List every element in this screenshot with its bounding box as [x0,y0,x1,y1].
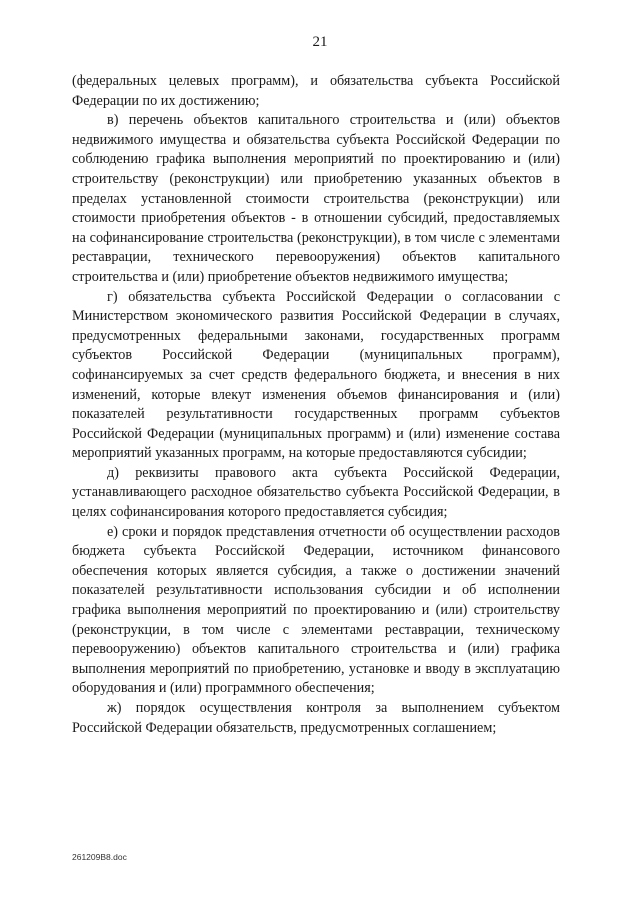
paragraph-item-v: в) перечень объектов капитального строительства и (или) объектов недвижимого имущества и обязательства субъекта Российской Федерации по соблюдению графика выполнения мероприятий по проектированию и (или) строительству (реконструкции) или приобретению указанных объектов в пределах установленной стоимости строительства (реконструкции) или стоимости приобретения объектов - в отношении субсидий, предоставляемых на софинансирование строительства (реконструкции), в том числе с элементами реставрации, технического перевооружения) объектов капитального строительства и (или) приобретение объектов недвижимого имущества; [72,112,560,285]
paragraph-item-e: е) сроки и порядок представления отчетности об осуществлении расходов бюджета субъекта Российской Федерации, источником финансового обеспечения которых является субсидия, а также о достижении значений показателей результативности использования субсидии и об исполнении графика выполнения мероприятий по проектированию и (или) строительству (реконструкции, в том числе с элементами реставрации, техническому перевооружению) объектов капитального строительства и (или) графика выполнения мероприятий по приобретению, установке и вводу в эксплуатацию оборудования и (или) программного обеспечения; [72,523,560,697]
footer-filename: 261209В8.doc [72,852,127,862]
page-number: 21 [312,34,328,50]
document-body [72,72,560,738]
paragraph-item-d: д) реквизиты правового акта субъекта Российской Федерации, устанавливающего расходное обязательство субъекта Российской Федерации, в целях софинансирования которого предоставляется субсидия; [72,464,560,521]
paragraph-item-zh: ж) порядок осуществления контроля за выполнением субъектом Российской Федерации обязательств, предусмотренных соглашением; [72,700,560,736]
paragraph-item-g: г) обязательства субъекта Российской Федерации о согласовании с Министерством экономического развития Российской Федерации в случаях, предусмотренных федеральными законами, государственных программ субъектов Российской Федерации (муниципальных программ), софинансируемых за счет средств федерального бюджета, и внесения в них изменений, которые влекут изменения объемов финансирования и (или) показателей результативности государственных программ субъектов Российской Федерации (муниципальных программ) и (или) изменение состава мероприятий указанных программ, на которые предоставляются субсидии; [72,288,560,462]
paragraph-continuation: (федеральных целевых программ), и обязательства субъекта Российской Федерации по их достижению; [72,73,560,109]
